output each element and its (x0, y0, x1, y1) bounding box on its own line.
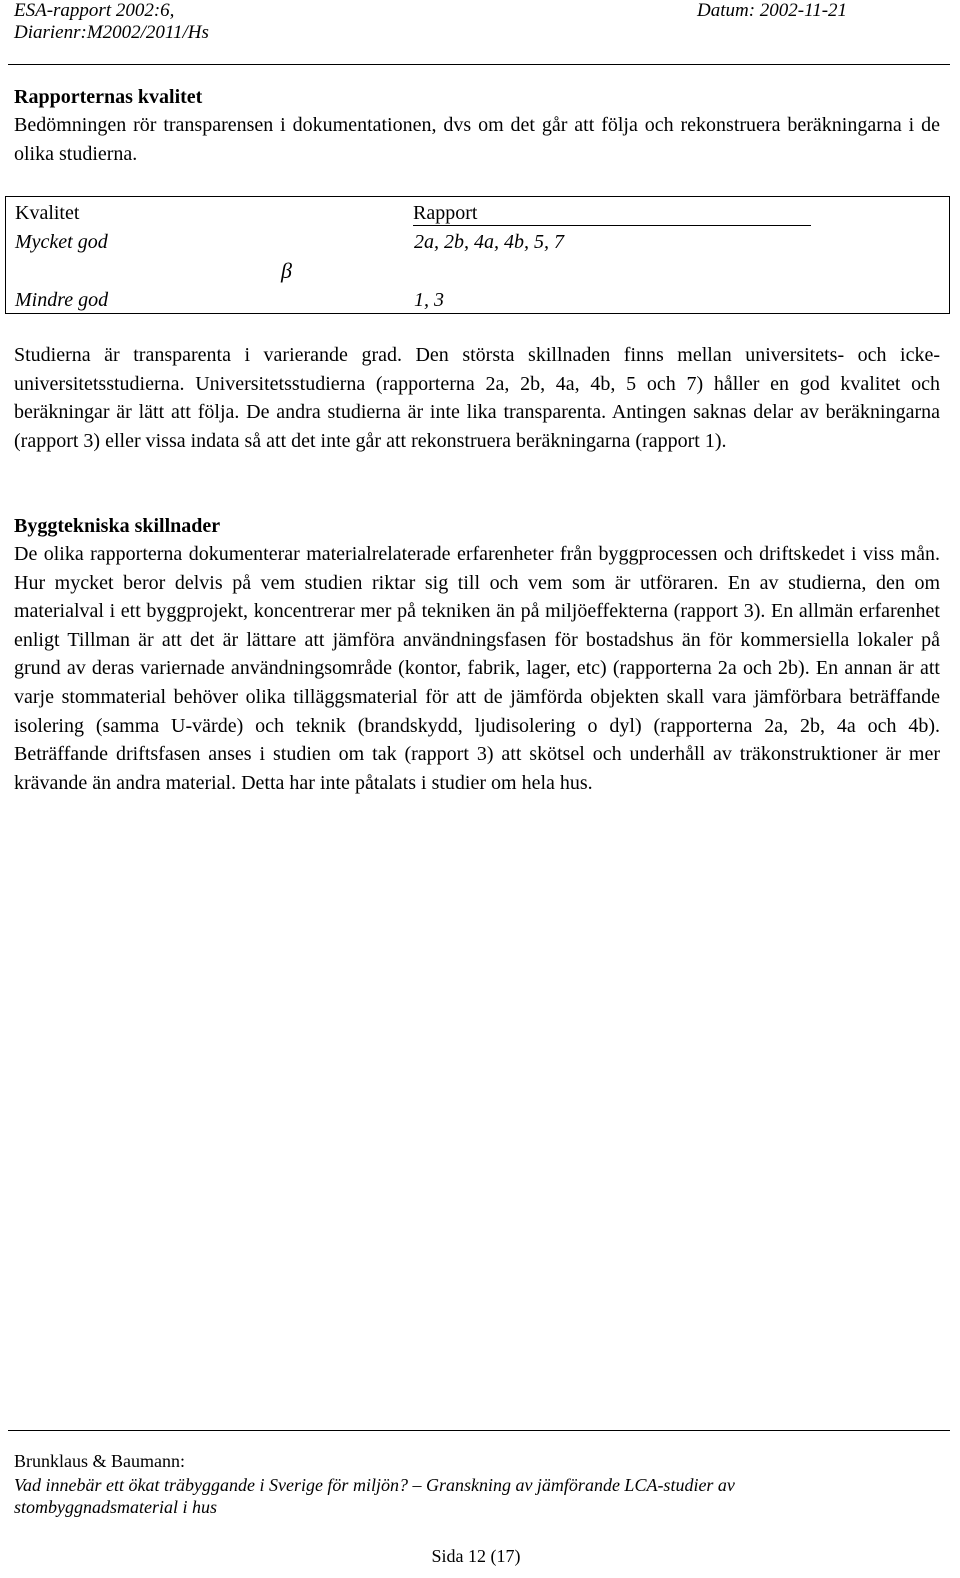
row-label-high: Mycket god (15, 231, 108, 253)
section-body-quality: Studierna är transparenta i varierande grad. Den största skillnaden finns mellan universitets- och icke-universitetsstudierna. Universitetsstudierna (rapporterna 2a, 2b, 4a, 4b, 5 och 7) håller en god kvalitet och beräkningar är lätt att följa. De andra studierna är inte lika transparenta. Antingen saknas delar av beräkningarna (rapport 3) eller vissa indata så att det inte går att rekonstruera beräkningarna (rapport 1). (14, 344, 940, 452)
column-header-quality: Kvalitet (15, 202, 80, 224)
row-value-high: 2a, 2b, 4a, 4b, 5, 7 (414, 231, 564, 253)
section-body-building: De olika rapporterna dokumenterar materialrelaterade erfarenheter från byggprocessen och driftskedet i viss mån. Hur mycket beror delvis på vem studien riktar sig till och vem som är utföraren. En av studierna, den om materialval i ett byggprojekt, koncentrerar mer på tekniken än på miljöeffekterna (rapport 3). En allmän erfarenhet enligt Tillman är att det är lättare att jämföra användningsfasen för bostadshus än för kommersiella lokaler på grund av deras variernade användningsområde (kontor, fabrik, lager, etc) (rapporterna 2a och 2b). En annan är att varje stommaterial behöver olika tilläggsmaterial för att de jämförda objekten skall vara jämförbara beträffande isolering (samma U-värde) och teknik (brandskydd, ljudisolering o dyl) (rapporterna 2a, 2b, 4a och 4b). Beträffande driftsfasen anses i studien om tak (rapport 3) att skötsel och underhåll av träkonstruktioner är mer krävande än andra material. Detta har inte påtalats i studier om hela hus. (14, 543, 940, 794)
page-number: Sida 12 (17) (431, 1546, 521, 1566)
quality-scale-symbol: β (281, 258, 292, 283)
footer-authors: Brunklaus & Baumann: (14, 1451, 185, 1471)
diarienr: Diarienr:M2002/2011/Hs (14, 22, 209, 43)
header-divider (8, 64, 950, 65)
quality-table (5, 196, 950, 314)
report-id: ESA-rapport 2002:6, (14, 0, 175, 21)
footer-divider (8, 1430, 950, 1431)
footer-title: Vad innebär ett ökat träbyggande i Sverige för miljön? – Granskning av jämförande LCA-studier av stombyggnadsmaterial i hus (14, 1475, 735, 1517)
column-header-report: Rapport (413, 201, 811, 226)
section-heading-building: Byggtekniska skillnader (14, 515, 221, 537)
section-intro-quality: Bedömningen rör transparensen i dokumentationen, dvs om det går att följa och rekonstruera beräkningarna i de olika studierna. (14, 114, 940, 165)
section-heading-quality: Rapporternas kvalitet (14, 86, 203, 108)
document-date: Datum: 2002-11-21 (697, 0, 848, 21)
row-value-low: 1, 3 (414, 289, 444, 311)
row-label-low: Mindre god (15, 289, 109, 311)
